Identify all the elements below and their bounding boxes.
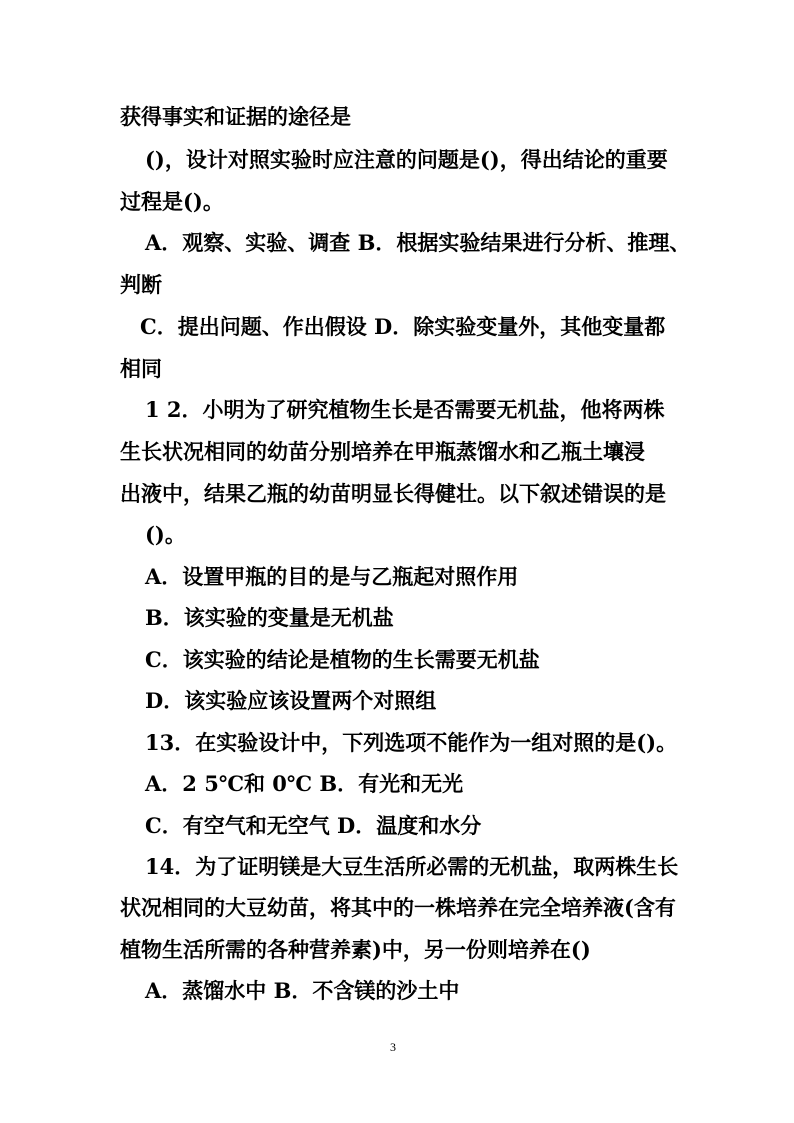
text-line: 判断 [120, 272, 162, 297]
text-line: ()。 [145, 522, 186, 547]
text-line: ()，设计对照实验时应注意的问题是()，得出结论的重要 [145, 147, 668, 172]
page-number: 3 [390, 1040, 396, 1054]
text-line: 过程是()。 [120, 189, 224, 214]
text-line: 出液中，结果乙瓶的幼苗明显长得健壮。以下叙述错误的是 [120, 481, 666, 506]
text-line: 相同 [120, 356, 162, 381]
text-line: C．提出问题、作出假设 D．除实验变量外，其他变量都 [140, 314, 666, 339]
text-line: C．该实验的结论是植物的生长需要无机盐 [145, 647, 540, 672]
text-line: A．观察、实验、调查 B．根据实验结果进行分析、推理、 [145, 230, 691, 255]
text-line: A．蒸馏水中 B．不含镁的沙土中 [145, 978, 460, 1003]
text-line: 1 2．小明为了研究植物生长是否需要无机盐，他将两株 [145, 397, 665, 422]
text-line: 13．在实验设计中，下列选项不能作为一组对照的是()。 [145, 730, 678, 755]
text-line: C．有空气和无空气 D．温度和水分 [145, 813, 482, 838]
text-line: 14．为了证明镁是大豆生活所必需的无机盐，取两株生长 [145, 854, 679, 879]
text-line: B．该实验的变量是无机盐 [145, 605, 394, 630]
text-line: 获得事实和证据的途径是 [120, 104, 351, 129]
text-line: 状况相同的大豆幼苗，将其中的一株培养在完全培养液(含有 [120, 895, 676, 920]
text-line: D．该实验应该设置两个对照组 [145, 688, 437, 713]
text-line: A．2 5℃和 0℃ B．有光和无光 [145, 771, 464, 796]
text-line: A．设置甲瓶的目的是与乙瓶起对照作用 [145, 564, 519, 589]
text-line: 植物生活所需的各种营养素)中，另一份则培养在() [120, 937, 591, 962]
text-line: 生长状况相同的幼苗分别培养在甲瓶蒸馏水和乙瓶土壤浸 [120, 439, 645, 464]
